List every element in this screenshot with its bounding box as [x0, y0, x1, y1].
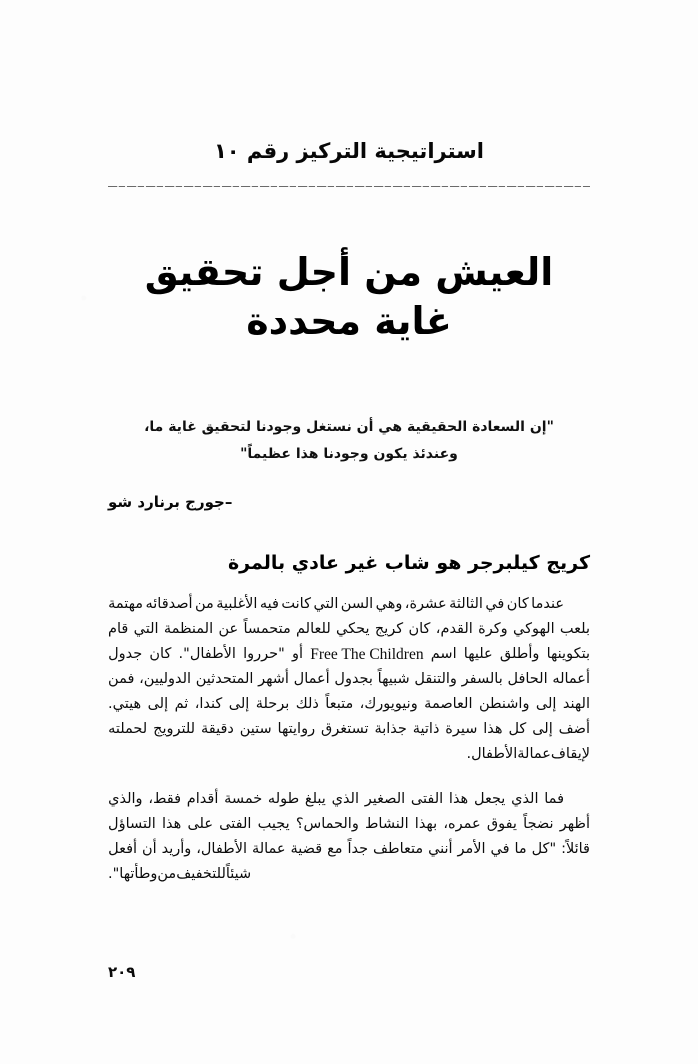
word: ثم [174, 696, 189, 712]
word: أظهر [559, 816, 590, 832]
word: إلى [147, 696, 169, 712]
word: ذاتية [412, 721, 440, 737]
word: "كل [531, 841, 557, 857]
header-rule-divider [108, 186, 590, 187]
word: قائلاً: [561, 841, 590, 857]
page-number [108, 962, 135, 981]
word: وأطلق [499, 646, 540, 662]
word: عن [218, 621, 239, 637]
paragraph-2 [108, 787, 590, 887]
chapter-title-line-1: العيش من أجل تحقيق [144, 250, 554, 294]
running-head [108, 138, 590, 164]
word: في [485, 596, 505, 612]
word: كانت [281, 596, 312, 612]
word: ستين [239, 721, 272, 737]
word: فما [544, 791, 564, 807]
word: الفتى [410, 791, 444, 807]
word: بتكوينها [546, 646, 590, 662]
word: بجدول [334, 671, 373, 687]
word: عشرة، [404, 596, 447, 612]
epigraph-attribution-text: –جورج برنارد شو [108, 493, 233, 511]
word: المتحدثين [195, 671, 254, 687]
word: أفعل [108, 841, 138, 857]
word: طوله [267, 791, 300, 807]
word: التساؤل [108, 816, 156, 832]
word: فيه [259, 596, 279, 612]
word: الهوكي [512, 621, 555, 637]
epigraph-line-1: "إن السعادة الحقيقية هي أن نستغل وجودنا لتحقيق غاية ما، [144, 419, 554, 435]
word: الدوليين، [139, 671, 192, 687]
word: كان [149, 646, 172, 662]
word: روايتها [277, 721, 316, 737]
word: من [195, 596, 214, 612]
word: مهتمة [108, 596, 144, 612]
word: إلى [535, 696, 557, 712]
word: أشهر [258, 671, 289, 687]
word: هيتي. [108, 696, 142, 712]
p1-l1 [108, 592, 590, 617]
word: والذي [108, 791, 143, 807]
word: تستغرق [320, 721, 369, 737]
word: ما [514, 841, 527, 857]
word: والحماس؟ [295, 816, 359, 832]
word: الأغلبية [216, 596, 258, 612]
word: التي [133, 621, 159, 637]
word: اسم [430, 646, 457, 662]
word: يجعل [473, 791, 506, 807]
word: نضجاً [523, 816, 554, 832]
p1-l7 [108, 742, 590, 767]
word: Free The Children [310, 646, 424, 663]
word: يحكي [336, 621, 370, 637]
word: الأطفال، [196, 841, 248, 857]
word: كريج [374, 621, 404, 637]
word: السن [340, 596, 374, 612]
epigraph-quote [126, 414, 572, 469]
word: هذا [448, 791, 469, 807]
word: متحمساً [243, 621, 291, 637]
word: متبعاً [325, 696, 354, 712]
word: أضف [558, 721, 590, 737]
word: يجيب [257, 816, 290, 832]
word: برحلة [255, 696, 290, 712]
word: والتنقل [414, 671, 457, 687]
p2-l3 [108, 837, 590, 862]
p1-l4 [108, 667, 590, 692]
word: هذا [483, 721, 503, 737]
word: بلعب [559, 621, 590, 637]
word: فمن [108, 671, 135, 687]
word: ونيويورك، [359, 696, 418, 712]
word: يبلغ [304, 791, 326, 807]
p1-l6 [108, 717, 590, 742]
page-number-text: ٢٠٩ [108, 963, 136, 981]
section-heading-text: كريج كيلبرجر هو شاب غير عادي بالمرة [227, 552, 590, 574]
word: يفوق [486, 816, 517, 832]
p1-l2 [108, 617, 590, 642]
running-head-text: استراتيجية التركيز رقم ١٠ [213, 139, 485, 163]
word: عمالة [517, 746, 551, 762]
chapter-title-line-2: غاية محددة [246, 298, 452, 343]
p2-l2 [108, 812, 590, 837]
word: كندا، [194, 696, 223, 712]
word: الثالثة [449, 596, 483, 612]
word: عمالة [251, 841, 286, 857]
word: وكرة [478, 621, 508, 637]
word: سيرة [445, 721, 478, 737]
word: لحملته [108, 721, 148, 737]
word: قام [108, 621, 129, 637]
word: الحافل [507, 671, 548, 687]
word: مع [327, 841, 343, 857]
word: متعاطف [373, 841, 424, 857]
word: كان [408, 621, 431, 637]
word: بهذا [414, 816, 438, 832]
word: أن [141, 841, 157, 857]
word: شيئاً [225, 866, 252, 882]
word: من [157, 866, 177, 882]
word: للعالم [296, 621, 331, 637]
word: الفتى [219, 816, 252, 832]
word: عمره، [443, 816, 481, 832]
word: إلى [228, 696, 250, 712]
word: دقيقة [200, 721, 234, 737]
section-heading [108, 552, 590, 574]
p1-l5 [108, 692, 590, 717]
word: وأريد [161, 841, 192, 857]
word: كان [506, 596, 529, 612]
body-text [108, 592, 590, 907]
p2-l4 [108, 862, 590, 887]
word: أقدام [186, 791, 219, 807]
word: أعماله [552, 671, 590, 687]
word: التي [313, 596, 339, 612]
word: على [187, 816, 213, 832]
word: هذا [161, 816, 182, 832]
word: خمسة [224, 791, 263, 807]
word: أعمال [293, 671, 330, 687]
epigraph-line-2: وعندئذ يكون وجودنا هذا عظيماً" [240, 446, 458, 463]
word: وطأتها". [108, 866, 158, 882]
word: لإيقاف [550, 746, 590, 762]
word: أو [292, 646, 304, 662]
word: النشاط [365, 816, 409, 832]
word: العاصمة [424, 696, 473, 712]
word: إلى [532, 721, 553, 737]
word: الأطفال. [466, 746, 518, 762]
word: المنظمة [163, 621, 214, 637]
word: القدم، [435, 621, 473, 637]
word: في [490, 841, 510, 857]
word: الصغير [364, 791, 406, 807]
word: الذي [331, 791, 360, 807]
word: فقط، [148, 791, 182, 807]
word: وهي [375, 596, 403, 612]
word: عندما [531, 596, 564, 612]
word: بالسفر [461, 671, 503, 687]
word: جدول [108, 646, 143, 662]
chapter-title [108, 248, 590, 345]
word: جداً [347, 841, 369, 857]
word: للترويج [153, 721, 196, 737]
word: الهند [562, 696, 590, 712]
word: للتخفيف [176, 866, 226, 882]
word: الأمر [457, 841, 486, 857]
page-content-column [108, 0, 590, 1064]
word: "حرروا [243, 646, 285, 662]
word: عليها [463, 646, 493, 662]
word: كل [508, 721, 527, 737]
p1-l3 [108, 642, 590, 667]
word: شبيهاً [377, 671, 410, 687]
word: جذابة [374, 721, 407, 737]
word: واشنطن [478, 696, 530, 712]
word: قضية [290, 841, 323, 857]
word: أنني [428, 841, 453, 857]
word: الذي [511, 791, 539, 807]
paragraph-1 [108, 592, 590, 767]
epigraph-attribution [108, 492, 256, 511]
word: أصدقائه [145, 596, 193, 612]
p2-l1 [108, 787, 590, 812]
word: الأطفال". [178, 646, 236, 662]
word: ذلك [295, 696, 319, 712]
